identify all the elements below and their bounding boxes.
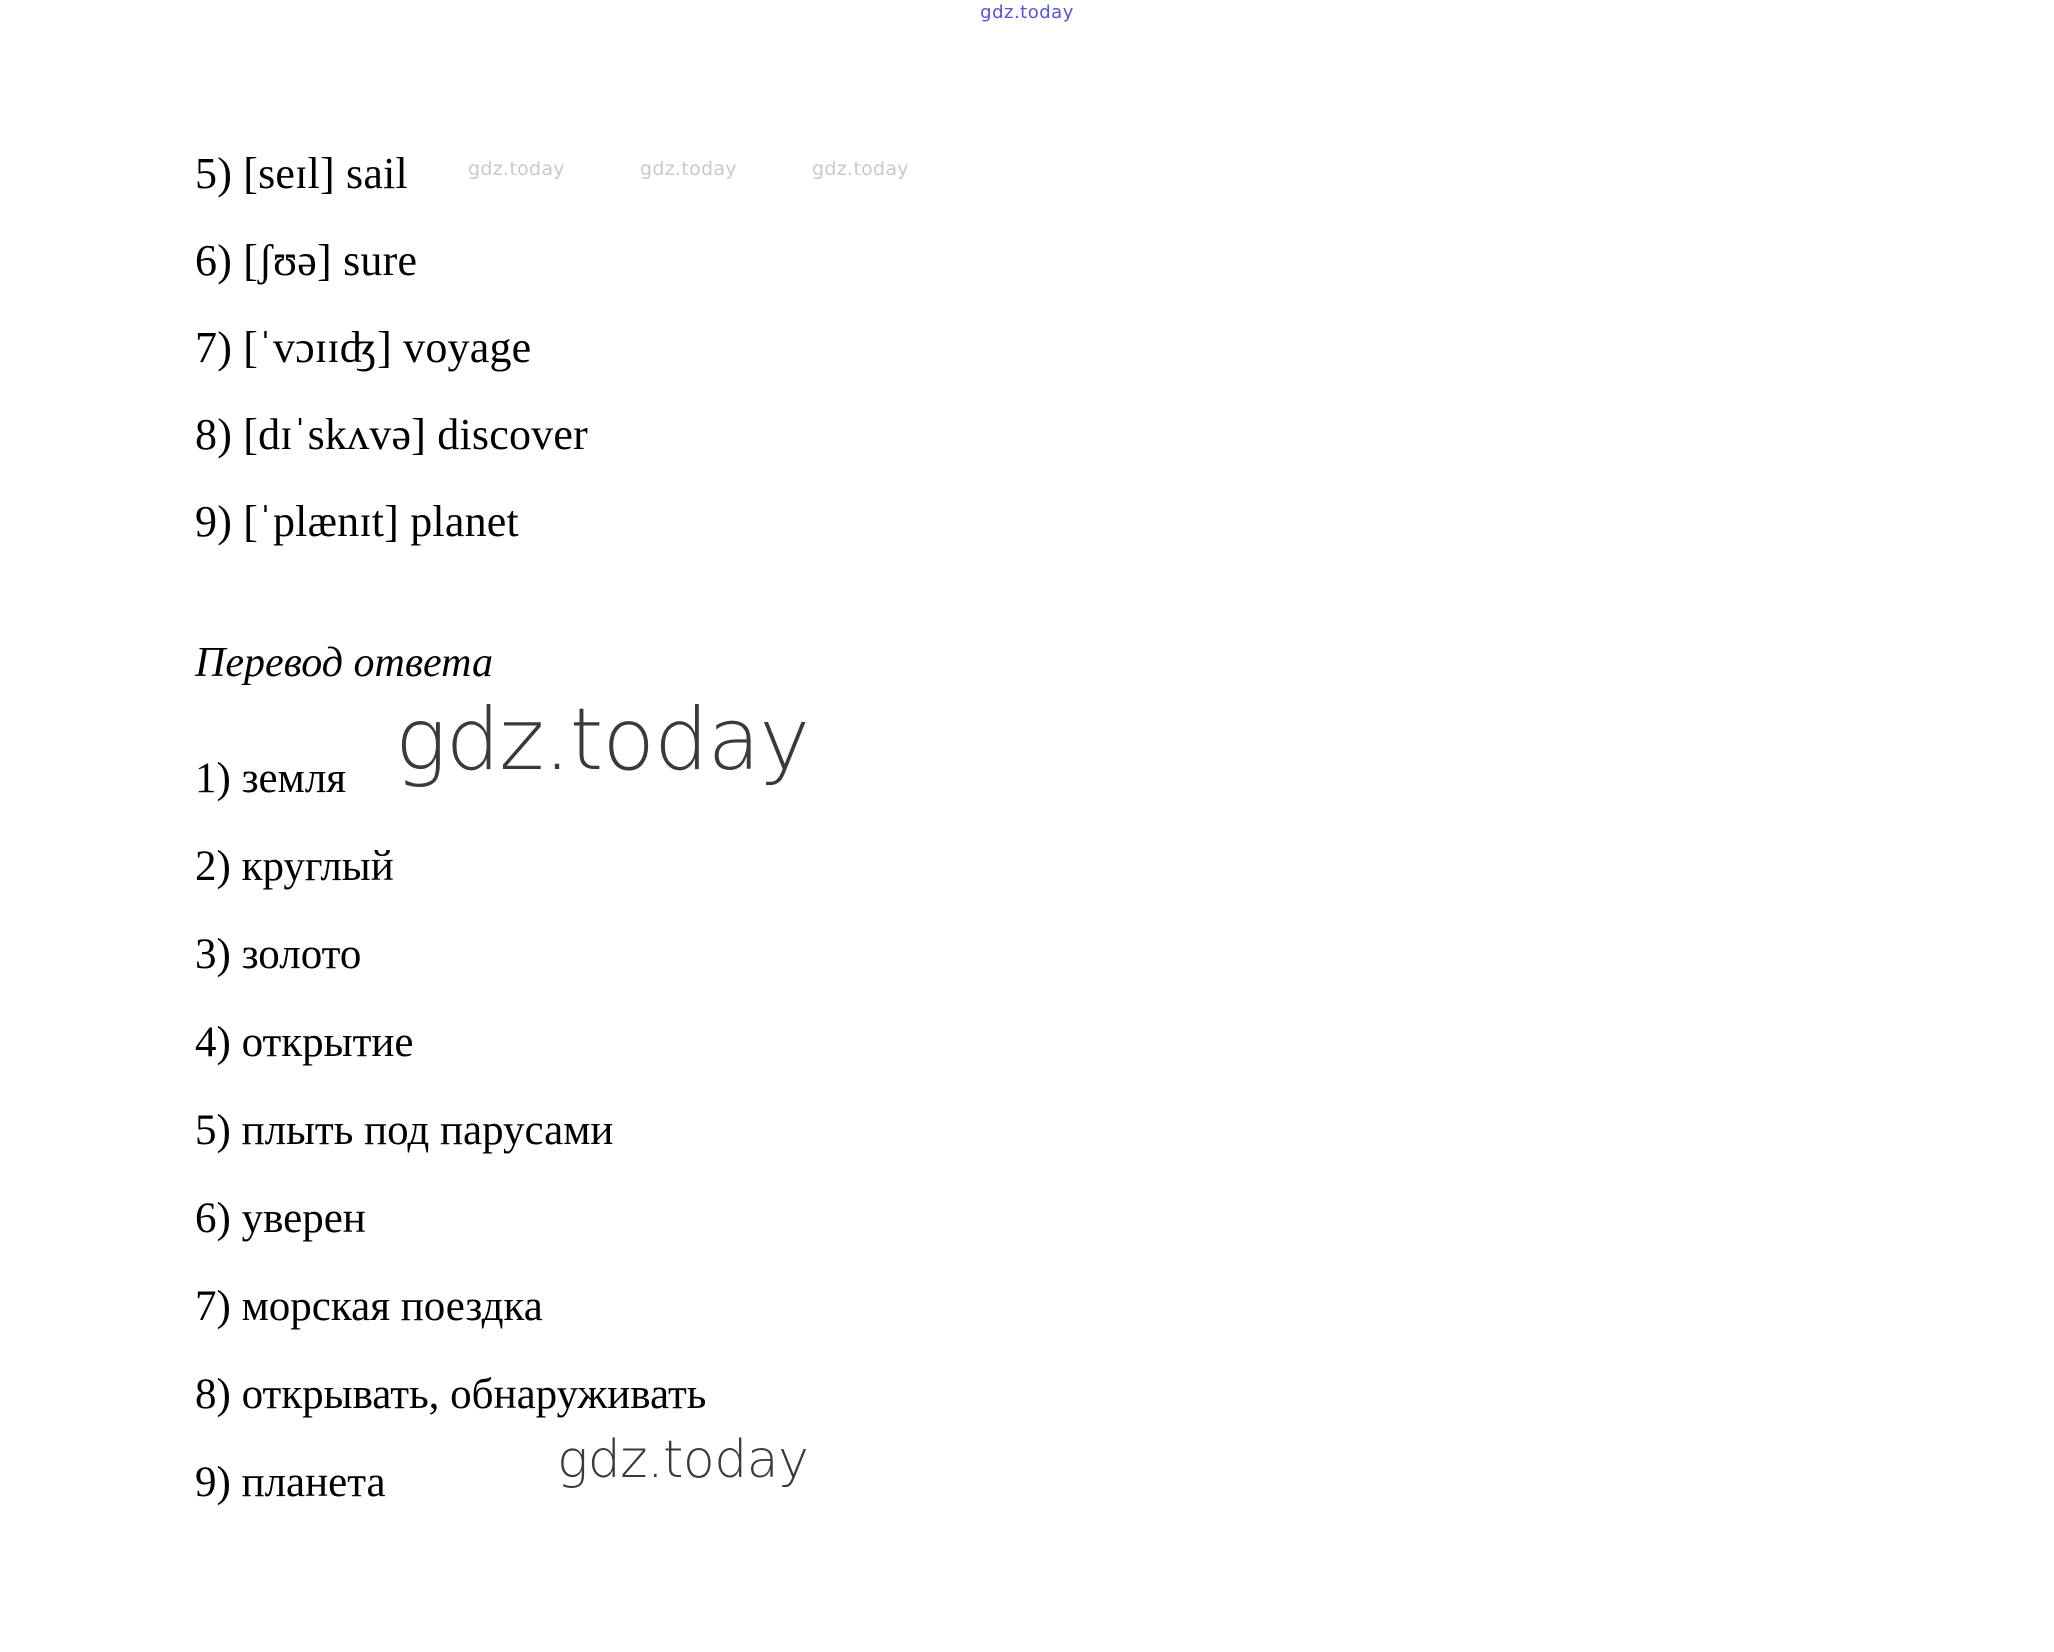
watermark-top: gdz.today [980,2,1074,23]
list-item: 1) земля [195,755,347,802]
list-item: 7) морская поездка [195,1283,543,1330]
list-item: 6) [ʃʊə] sure [195,236,418,285]
list-item: 8) открывать, обнаруживать [195,1371,707,1418]
translation-list [195,735,1795,1527]
list-item: 9) планета [195,1459,386,1506]
list-item: 4) открытие [195,1019,414,1066]
list-item: 7) [ˈvɔɪɪʤ] voyage [195,323,532,372]
document-content [195,130,1795,1527]
watermark-inline-2: gdz.today [640,158,737,180]
list-item: 6) уверен [195,1195,366,1242]
translation-heading: Перевод ответа [195,640,493,686]
list-item: 2) круглый [195,843,394,890]
list-item: 5) [seɪl] sail [195,149,408,198]
transcription-list [195,130,1795,565]
watermark-inline-1: gdz.today [468,158,565,180]
list-item: 3) золото [195,931,362,978]
watermark-large-2: gdz.today [557,1430,809,1490]
list-item: 5) плыть под парусами [195,1107,614,1154]
watermark-inline-3: gdz.today [812,158,909,180]
watermark-large-1: gdz.today [395,690,810,790]
list-item: 8) [dɪˈskʌvə] discover [195,410,588,459]
list-item: 9) [ˈplænɪt] planet [195,497,519,546]
